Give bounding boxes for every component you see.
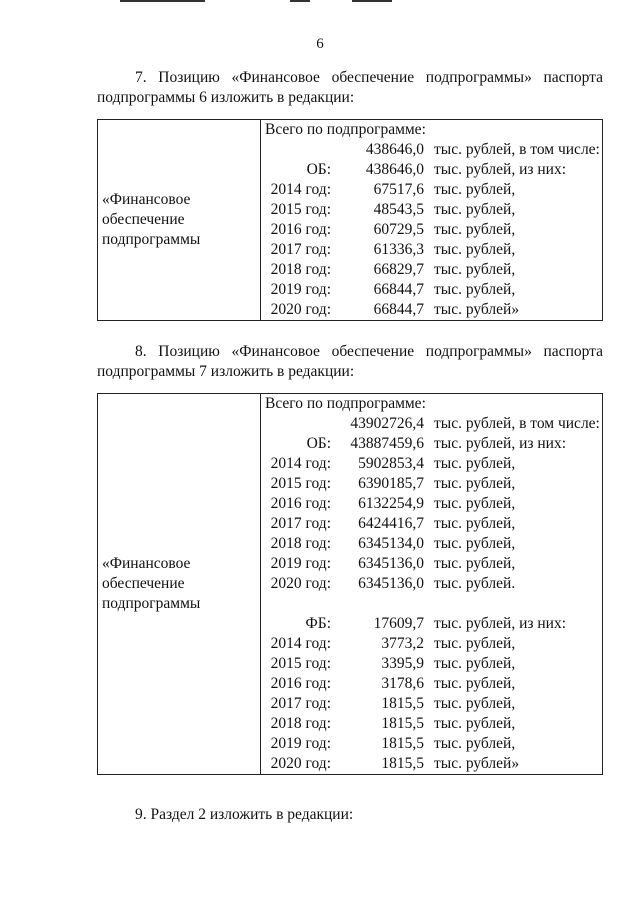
period-label: 2016 год: bbox=[270, 221, 331, 238]
financing-row bbox=[261, 454, 602, 474]
amount-value: 6390185,7 bbox=[358, 475, 424, 492]
financing-row bbox=[261, 220, 602, 240]
position-label-line: подпрограммы bbox=[102, 231, 201, 248]
unit-text: тыс. рублей» bbox=[434, 755, 520, 772]
unit-text: тыс. рублей, в том числе: bbox=[434, 415, 600, 432]
unit-text: тыс. рублей, bbox=[434, 735, 516, 752]
unit-text: тыс. рублей. bbox=[434, 575, 516, 592]
period-label: ФБ: bbox=[305, 615, 331, 632]
period-label: 2016 год: bbox=[270, 675, 331, 692]
financing-row bbox=[261, 434, 602, 454]
position-label-line: обеспечение bbox=[102, 211, 185, 228]
financing-row bbox=[261, 474, 602, 494]
unit-text: тыс. рублей, bbox=[434, 181, 516, 198]
unit-text: тыс. рублей, bbox=[434, 675, 516, 692]
amount-value: 17609,7 bbox=[373, 615, 424, 632]
financing-row bbox=[261, 694, 602, 714]
scan-artifact-line bbox=[120, 0, 205, 2]
period-label: 2018 год: bbox=[270, 535, 331, 552]
amount-value: 67517,6 bbox=[373, 181, 424, 198]
amount-value: 6345134,0 bbox=[358, 535, 424, 552]
total-header: Всего по подпрограмме: bbox=[265, 121, 426, 138]
period-label bbox=[261, 140, 331, 160]
period-label bbox=[261, 594, 331, 614]
financing-row bbox=[261, 200, 602, 220]
unit-text: тыс. рублей, bbox=[434, 201, 516, 218]
period-label: 2018 год: bbox=[270, 715, 331, 732]
financing-row bbox=[261, 594, 602, 614]
item-9-paragraph: 9. Раздел 2 изложить в редакции: bbox=[135, 806, 354, 823]
financing-row bbox=[261, 674, 602, 694]
amount-value: 60729,5 bbox=[373, 221, 424, 238]
position-label-line: подпрограммы bbox=[102, 595, 201, 612]
total-header: Всего по подпрограмме: bbox=[265, 395, 426, 412]
financing-rows bbox=[261, 414, 602, 774]
position-label-line: «Финансовое bbox=[102, 555, 191, 572]
unit-text: тыс. рублей, bbox=[434, 455, 516, 472]
period-label: 2020 год: bbox=[270, 575, 331, 592]
amount-value bbox=[331, 594, 424, 614]
amount-value: 6345136,0 bbox=[358, 575, 424, 592]
item-7-line-1: 7. Позицию «Финансовое обеспечение подпрограммы» паспорта bbox=[135, 69, 603, 86]
page-number: 6 bbox=[316, 36, 324, 52]
unit-text: тыс. рублей, bbox=[434, 515, 516, 532]
financing-row bbox=[261, 160, 602, 180]
amount-value: 1815,5 bbox=[381, 755, 424, 772]
amount-value: 1815,5 bbox=[381, 715, 424, 732]
amount-value: 3178,6 bbox=[381, 675, 424, 692]
financing-row bbox=[261, 634, 602, 654]
financing-row bbox=[261, 754, 602, 774]
amount-value: 1815,5 bbox=[381, 735, 424, 752]
position-label-line: обеспечение bbox=[102, 575, 185, 592]
amount-value: 6132254,9 bbox=[358, 495, 424, 512]
period-label: 2017 год: bbox=[270, 515, 331, 532]
position-label-cell bbox=[98, 120, 261, 321]
unit-text: тыс. рублей, bbox=[434, 475, 516, 492]
financing-row bbox=[261, 494, 602, 514]
unit-text: тыс. рублей, bbox=[434, 715, 516, 732]
unit-text: тыс. рублей, bbox=[434, 535, 516, 552]
amount-value: 61336,3 bbox=[373, 241, 424, 258]
item-8-line-1: 8. Позицию «Финансовое обеспечение подпрограммы» паспорта bbox=[135, 343, 603, 360]
financing-row bbox=[261, 240, 602, 260]
period-label bbox=[261, 414, 331, 434]
amount-value: 5902853,4 bbox=[358, 455, 424, 472]
financing-row bbox=[261, 300, 602, 320]
item-7-line-2: подпрограммы 6 изложить в редакции: bbox=[97, 89, 355, 106]
financing-values-cell bbox=[261, 394, 603, 775]
unit-text: тыс. рублей, bbox=[434, 261, 516, 278]
financing-row bbox=[261, 140, 602, 160]
financing-row bbox=[261, 534, 602, 554]
item-8-paragraph bbox=[97, 342, 603, 382]
unit-text: тыс. рублей, из них: bbox=[434, 161, 567, 178]
amount-value: 66829,7 bbox=[373, 261, 424, 278]
period-label: 2018 год: bbox=[270, 261, 331, 278]
amount-value: 66844,7 bbox=[373, 281, 424, 298]
item-8-line-2: подпрограммы 7 изложить в редакции: bbox=[97, 363, 355, 380]
financing-table-subprogram-7 bbox=[97, 393, 603, 775]
unit-text: тыс. рублей» bbox=[434, 301, 520, 318]
financing-row bbox=[261, 654, 602, 674]
unit-text: тыс. рублей, в том числе: bbox=[434, 141, 600, 158]
financing-row bbox=[261, 554, 602, 574]
unit-text: тыс. рублей, bbox=[434, 635, 516, 652]
financing-row bbox=[261, 414, 602, 434]
financing-row bbox=[261, 734, 602, 754]
amount-value: 6345136,0 bbox=[358, 555, 424, 572]
amount-value: 48543,5 bbox=[373, 201, 424, 218]
amount-value: 438646,0 bbox=[365, 161, 424, 178]
unit-text: тыс. рублей, bbox=[434, 281, 516, 298]
financing-rows bbox=[261, 140, 602, 320]
unit-text bbox=[424, 594, 434, 614]
period-label: 2019 год: bbox=[270, 555, 331, 572]
period-label: ОБ: bbox=[306, 435, 331, 452]
unit-text: тыс. рублей, bbox=[434, 221, 516, 238]
financing-row bbox=[261, 614, 602, 634]
unit-text: тыс. рублей, bbox=[434, 655, 516, 672]
amount-value: 6424416,7 bbox=[358, 515, 424, 532]
position-label-cell bbox=[98, 394, 261, 775]
period-label: 2016 год: bbox=[270, 495, 331, 512]
financing-row bbox=[261, 280, 602, 300]
period-label: 2015 год: bbox=[270, 201, 331, 218]
period-label: 2015 год: bbox=[270, 655, 331, 672]
unit-text: тыс. рублей, bbox=[434, 695, 516, 712]
amount-value: 3773,2 bbox=[381, 635, 424, 652]
amount-value: 438646,0 bbox=[365, 141, 424, 158]
period-label: 2017 год: bbox=[270, 241, 331, 258]
period-label: 2015 год: bbox=[270, 475, 331, 492]
item-7-paragraph bbox=[97, 68, 603, 108]
amount-value: 66844,7 bbox=[373, 301, 424, 318]
financing-row bbox=[261, 180, 602, 200]
period-label: 2014 год: bbox=[270, 181, 331, 198]
period-label: 2017 год: bbox=[270, 695, 331, 712]
scan-artifact-line bbox=[290, 0, 310, 2]
financing-row bbox=[261, 714, 602, 734]
financing-row bbox=[261, 260, 602, 280]
period-label: 2019 год: bbox=[270, 735, 331, 752]
unit-text: тыс. рублей, из них: bbox=[434, 615, 567, 632]
period-label: 2020 год: bbox=[270, 755, 331, 772]
period-label: 2014 год: bbox=[270, 455, 331, 472]
financing-values-cell bbox=[261, 120, 603, 321]
period-label: 2019 год: bbox=[270, 281, 331, 298]
position-label-line: «Финансовое bbox=[102, 191, 191, 208]
unit-text: тыс. рублей, bbox=[434, 241, 516, 258]
period-label: 2020 год: bbox=[270, 301, 331, 318]
financing-row bbox=[261, 574, 602, 594]
period-label: ОБ: bbox=[306, 161, 331, 178]
financing-table-subprogram-6 bbox=[97, 119, 603, 321]
financing-row bbox=[261, 514, 602, 534]
unit-text: тыс. рублей, из них: bbox=[434, 435, 567, 452]
amount-value: 1815,5 bbox=[381, 695, 424, 712]
unit-text: тыс. рублей, bbox=[434, 555, 516, 572]
amount-value: 43902726,4 bbox=[350, 415, 424, 432]
amount-value: 3395,9 bbox=[381, 655, 424, 672]
amount-value: 43887459,6 bbox=[350, 435, 424, 452]
scan-artifact-line bbox=[352, 0, 392, 2]
unit-text: тыс. рублей, bbox=[434, 495, 516, 512]
period-label: 2014 год: bbox=[270, 635, 331, 652]
